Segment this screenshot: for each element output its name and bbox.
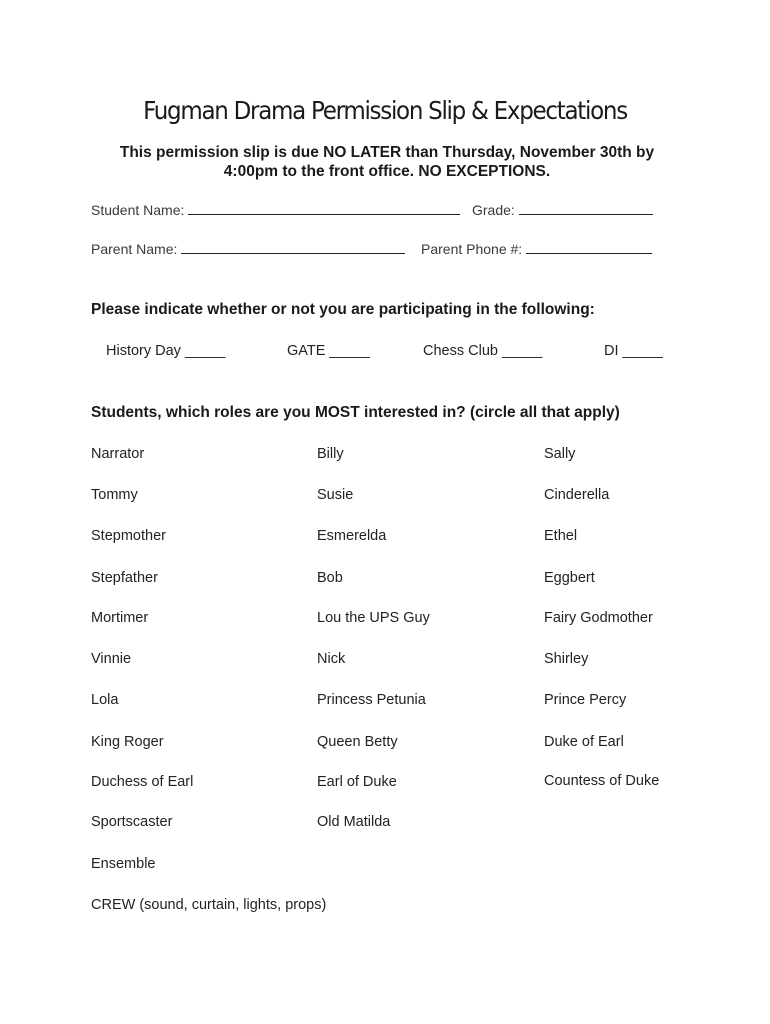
grade-label: Grade: bbox=[472, 202, 515, 218]
role-option[interactable]: Esmerelda bbox=[317, 528, 387, 544]
page-title: Fugman Drama Permission Slip & Expectations bbox=[143, 96, 627, 125]
role-option[interactable]: Prince Percy bbox=[544, 692, 627, 708]
role-option[interactable]: Stepfather bbox=[91, 570, 158, 586]
role-option[interactable]: Narrator bbox=[91, 446, 145, 462]
role-option[interactable]: Duchess of Earl bbox=[91, 774, 194, 790]
role-option[interactable]: King Roger bbox=[91, 734, 164, 750]
role-option[interactable]: Lola bbox=[91, 692, 119, 708]
parent-phone-field[interactable] bbox=[421, 241, 652, 257]
student-name-label: Student Name: bbox=[91, 202, 185, 218]
grade-line bbox=[519, 213, 653, 215]
role-option[interactable]: Tommy bbox=[91, 487, 138, 503]
role-option[interactable]: Eggbert bbox=[544, 570, 595, 586]
role-option[interactable]: Stepmother bbox=[91, 528, 166, 544]
participation-di[interactable]: DI _____ bbox=[604, 343, 663, 359]
role-option[interactable]: Earl of Duke bbox=[317, 774, 397, 790]
roles-heading: Students, which roles are you MOST interested in? (circle all that apply) bbox=[91, 404, 620, 421]
role-option[interactable]: Ensemble bbox=[91, 856, 156, 872]
role-option[interactable]: Sally bbox=[544, 446, 576, 462]
role-option[interactable]: Billy bbox=[317, 446, 344, 462]
participation-heading: Please indicate whether or not you are participating in the following: bbox=[91, 301, 595, 318]
role-option[interactable]: Princess Petunia bbox=[317, 692, 426, 708]
role-option[interactable]: Bob bbox=[317, 570, 343, 586]
parent-name-line bbox=[181, 252, 405, 254]
role-option[interactable]: Countess of Duke bbox=[544, 773, 660, 789]
role-option[interactable]: Susie bbox=[317, 487, 354, 503]
due-date-notice: This permission slip is due NO LATER than Thursday, November 30th by 4:00pm to the front office. NO EXCEPTIONS. bbox=[119, 144, 655, 180]
role-option[interactable]: Ethel bbox=[544, 528, 578, 544]
grade-field[interactable] bbox=[472, 202, 653, 218]
role-option[interactable]: Queen Betty bbox=[317, 734, 398, 750]
parent-name-field[interactable] bbox=[91, 241, 405, 257]
role-option[interactable]: Shirley bbox=[544, 651, 589, 667]
participation-chess-club[interactable]: Chess Club _____ bbox=[423, 343, 543, 359]
role-option[interactable]: Duke of Earl bbox=[544, 734, 624, 750]
role-option[interactable]: Fairy Godmother bbox=[544, 610, 653, 626]
role-option[interactable]: Old Matilda bbox=[317, 814, 391, 830]
parent-name-label: Parent Name: bbox=[91, 241, 178, 257]
role-option[interactable]: Nick bbox=[317, 651, 346, 667]
role-option[interactable]: Lou the UPS Guy bbox=[317, 610, 430, 626]
participation-history-day[interactable]: History Day _____ bbox=[106, 343, 226, 359]
role-option[interactable]: Mortimer bbox=[91, 610, 149, 626]
role-option[interactable]: CREW (sound, curtain, lights, props) bbox=[91, 897, 327, 913]
parent-phone-line bbox=[526, 252, 652, 254]
role-option[interactable]: Vinnie bbox=[91, 651, 132, 667]
role-option[interactable]: Sportscaster bbox=[91, 814, 173, 830]
student-name-field[interactable] bbox=[91, 202, 460, 218]
parent-phone-label: Parent Phone #: bbox=[421, 241, 523, 257]
student-name-line bbox=[188, 213, 460, 215]
role-option[interactable]: Cinderella bbox=[544, 487, 610, 503]
participation-gate[interactable]: GATE _____ bbox=[287, 343, 370, 359]
